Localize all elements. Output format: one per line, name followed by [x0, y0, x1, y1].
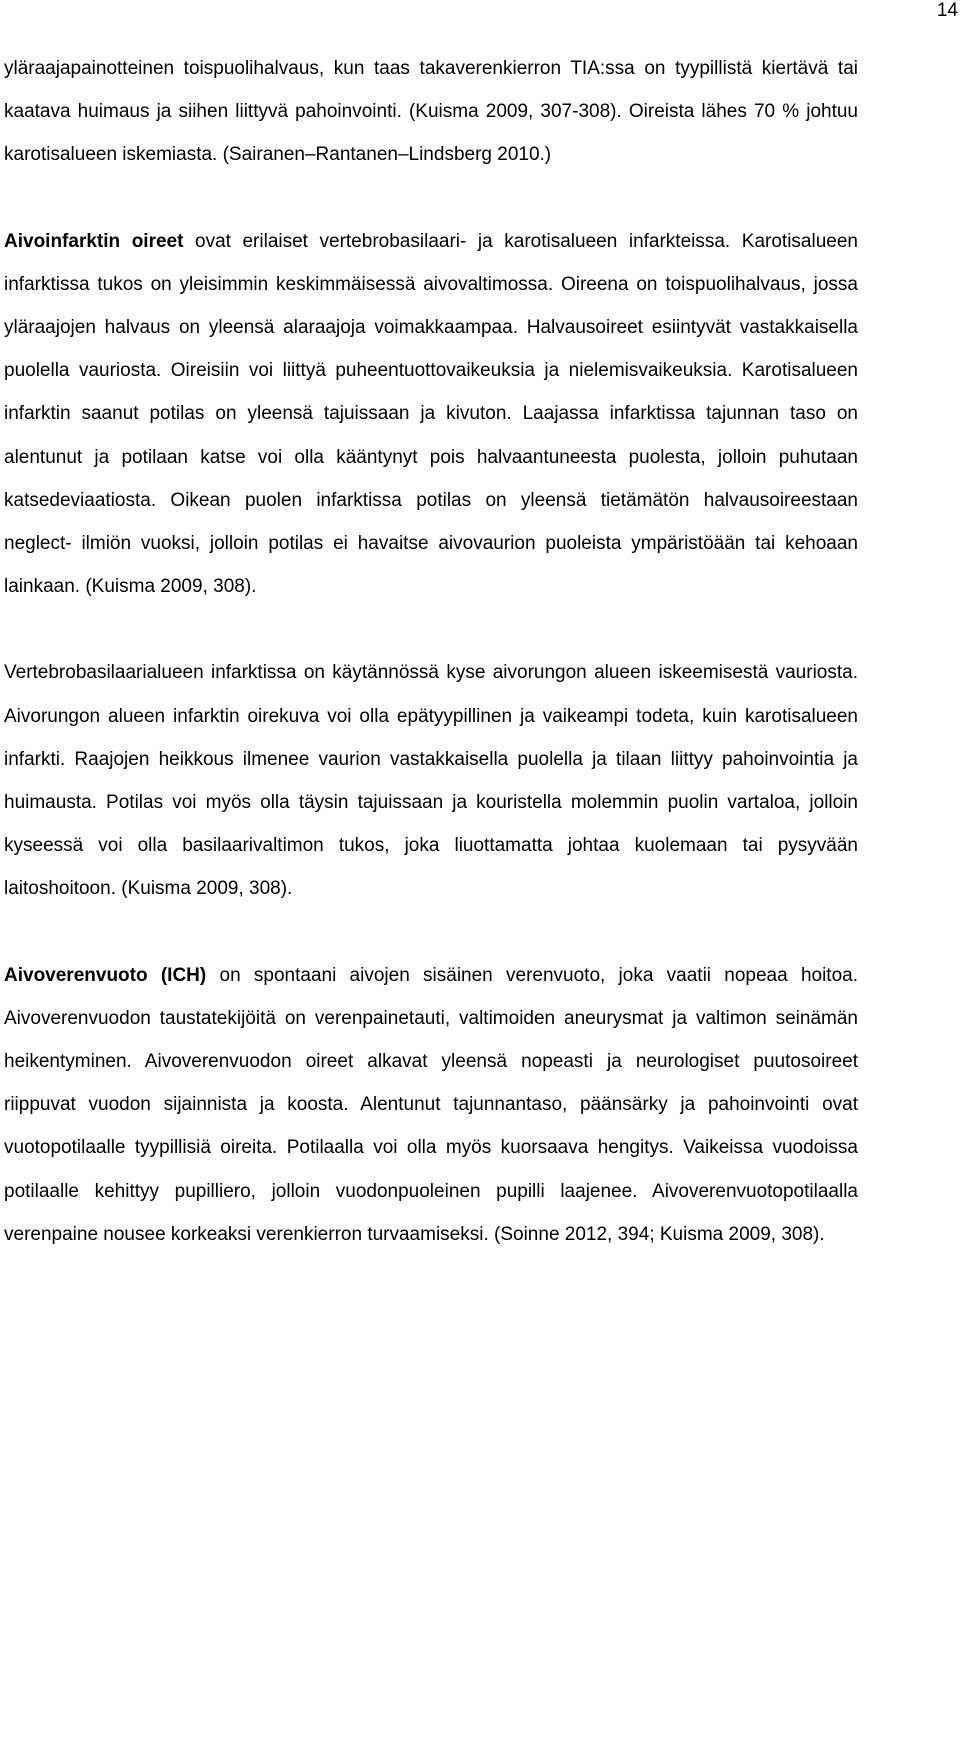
- paragraph-tia-symptoms: yläraajapainotteinen toispuolihalvaus, kun taas takaverenkierron TIA:ssa on tyypillistä kiertävä tai kaatava huimaus ja siihen liittyvä pahoinvointi. (Kuisma 2009, 307-308). Oireista lähes 70 % johtuu karotisalueen iskemiasta. (Sairanen–Rantanen–Lindsberg 2010.): [4, 58, 858, 166]
- paragraph-gap: [4, 177, 858, 220]
- paragraph-gap: [4, 608, 858, 651]
- term-heading-hemorrhage: Aivoverenvuoto (ICH): [4, 964, 207, 986]
- paragraph-infarction-symptoms: [4, 220, 858, 609]
- paragraph-gap: [4, 911, 858, 954]
- term-heading-infarction: Aivoinfarktin oireet: [4, 230, 184, 252]
- page-number: 14: [936, 0, 958, 21]
- paragraph-hemorrhage: [4, 954, 858, 1256]
- paragraph-vertebrobasilar: Vertebrobasilaarialueen infarktissa on käytännössä kyse aivorungon alueen iskeemisestä vauriosta. Aivorungon alueen infarktin oirekuva voi olla epätyypillinen ja vaikeampi todeta, kuin karotisalueen infarkti. Raajojen heikkous ilmenee vaurion vastakkaisella puolella ja tilaan liittyy pahoinvointia ja huimausta. Potilas voi myös olla täysin tajuissaan ja kouristella molemmin puolin vartaloa, jolloin kyseessä voi olla basilaarivaltimon tukos, joka liuottamatta johtaa kuolemaan tai pysyvään laitoshoitoon. (Kuisma 2009, 308).: [4, 662, 858, 900]
- paragraph-hemorrhage-text: on spontaani aivojen sisäinen verenvuoto, joka vaatii nopeaa hoitoa. Aivoverenvuodon taustatekijöitä on verenpainetauti, valtimoiden aneurysmat ja valtimon seinämän heikentyminen. Aivoverenvuodon oireet alkavat yleensä nopeasti ja neurologiset puutosoireet riippuvat vuodon sijainnista ja koosta. Alentunut tajunnantaso, päänsärky ja pahoinvointi ovat vuotopotilaalle tyypillisiä oireita. Potilaalla voi olla myös kuorsaava hengitys. Vaikeissa vuodoissa potilaalle kehittyy pupilliero, jolloin vuodonpuoleinen pupilli laajenee. Aivoverenvuotopotilaalla verenpaine nousee korkeaksi verenkierron turvaamiseksi. (Soinne 2012, 394; Kuisma 2009, 308).: [4, 964, 858, 1245]
- document-body: [4, 47, 858, 1256]
- paragraph-infarction-text: ovat erilaiset vertebrobasilaari- ja karotisalueen infarkteissa. Karotisalueen infarktissa tukos on yleisimmin keskimmäisessä aivovaltimossa. Oireena on toispuolihalvaus, jossa yläraajojen halvaus on yleensä alaraajoja voimakkaampaa. Halvausoireet esiintyvät vastakkaisella puolella vauriosta. Oireisiin voi liittyä puheentuottovaikeuksia ja nielemisvaikeuksia. Karotisalueen infarktin saanut potilas on yleensä tajuissaan ja kivuton. Laajassa infarktissa tajunnan taso on alentunut ja potilaan katse voi olla kääntynyt pois halvaantuneesta puolesta, jolloin puhutaan katsedeviaatiosta. Oikean puolen infarktissa potilas on yleensä tietämätön halvausoireestaan neglect- ilmiön vuoksi, jolloin potilas ei havaitse aivovaurion puoleista ympäristöään tai kehoaan lainkaan. (Kuisma 2009, 308).: [4, 230, 858, 598]
